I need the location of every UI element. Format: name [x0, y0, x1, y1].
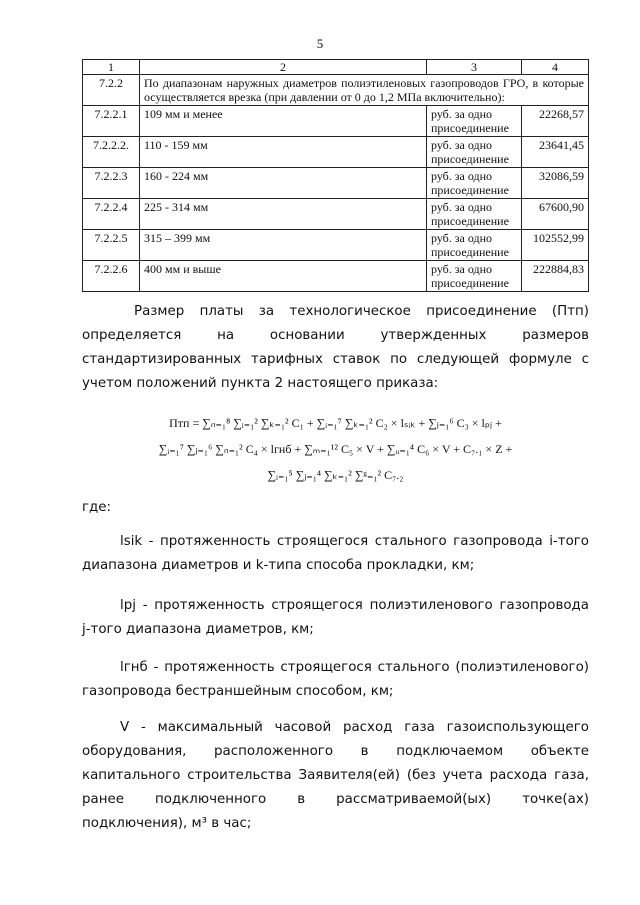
definition-lpj: [82, 594, 589, 642]
definition-lsik: [82, 530, 589, 578]
table-header-row: [83, 60, 589, 75]
formula-line: ∑ᵢ₌₁⁵ ∑ⱼ₌₁⁴ ∑ₖ₌₁² ∑ᵍ₌₁² C₇.₂: [267, 468, 404, 482]
where-label: где:: [82, 500, 112, 515]
row-range: 225 - 314 мм: [140, 199, 427, 230]
header-cell: 1: [83, 60, 140, 75]
row-range: 315 – 399 мм: [140, 230, 427, 261]
definition-text: - протяженность строящегося стального газопровода i-того диапазона диаметров и k-типа способа прокладки, км;: [82, 534, 589, 573]
table-section-row: [83, 75, 589, 106]
row-range: 160 - 224 мм: [140, 168, 427, 199]
row-value: 23641,45: [522, 137, 589, 168]
definition-symbol: V: [120, 720, 130, 735]
row-unit: руб. за одно присоединение: [427, 199, 522, 230]
table-row: [83, 106, 589, 137]
formula-line: Птп = ∑ₙ₌₁⁸ ∑ᵢ₌₁² ∑ₖ₌₁² C₁ + ∑ᵢ₌₁⁷ ∑ₖ₌₁² C₂ × lₛᵢₖ + ∑ⱼ₌₁⁶ C₃ × lₚⱼ +: [169, 416, 502, 430]
definition-v: [82, 716, 589, 836]
row-code: 7.2.2.1: [83, 106, 140, 137]
header-cell: 4: [522, 60, 589, 75]
table-row: [83, 137, 589, 168]
row-value: 32086,59: [522, 168, 589, 199]
tariff-table: [82, 59, 589, 292]
page-number: 5: [316, 36, 324, 51]
table-row: [83, 168, 589, 199]
row-code: 7.2.2.2.: [83, 137, 140, 168]
row-value: 102552,99: [522, 230, 589, 261]
definition-symbol: lsik: [120, 534, 143, 549]
row-code: 7.2.2.5: [83, 230, 140, 261]
definition-text: - максимальный часовой расход газа газоиспользующего оборудования, расположенного в подключаемом объекте капитального строительства Заявителя(ей) (без учета расхода газа, ранее подключенного в рассматриваемой(ых) точке(ах) подключения), м³ в час;: [82, 720, 589, 831]
row-unit: руб. за одно присоединение: [427, 137, 522, 168]
table-row: [83, 261, 589, 292]
row-code: 7.2.2.6: [83, 261, 140, 292]
row-value: 222884,83: [522, 261, 589, 292]
definition-symbol: lгнб: [120, 660, 148, 675]
row-range: 400 мм и выше: [140, 261, 427, 292]
definition-symbol: lpj: [120, 598, 136, 613]
formula: [82, 410, 589, 488]
definition-text: - протяженность строящегося стального (полиэтиленового) газопровода бестраншейным способом, км;: [82, 660, 589, 699]
row-unit: руб. за одно присоединение: [427, 230, 522, 261]
header-cell: 2: [140, 60, 427, 75]
row-code: 7.2.2.4: [83, 199, 140, 230]
formula-line: ∑ᵢ₌₁⁷ ∑ⱼ₌₁⁶ ∑ₙ₌₁² C₄ × lгнб + ∑ₘ₌₁¹² C₅ × V + ∑ᵤ₌₁⁴ C₆ × V + C₇.₁ × Z +: [158, 442, 513, 456]
table-row: [83, 230, 589, 261]
row-range: 110 - 159 мм: [140, 137, 427, 168]
row-value: 22268,57: [522, 106, 589, 137]
definition-text: - протяженность строящегося полиэтиленового газопровода j-того диапазона диаметров, км;: [82, 598, 590, 637]
row-range: 109 мм и менее: [140, 106, 427, 137]
definition-lgnb: [82, 656, 589, 704]
row-unit: руб. за одно присоединение: [427, 261, 522, 292]
row-code: 7.2.2.3: [83, 168, 140, 199]
row-unit: руб. за одно присоединение: [427, 168, 522, 199]
section-code: 7.2.2: [83, 75, 140, 106]
row-value: 67600,90: [522, 199, 589, 230]
table-row: [83, 199, 589, 230]
paragraph-fee-size: Размер платы за технологическое присоединение (Птп) определяется на основании утвержденных размеров стандартизированных тарифных ставок по следующей формуле с учетом положений пункта 2 настоящего приказа:: [82, 304, 589, 391]
section-text: По диапазонам наружных диаметров полиэтиленовых газопроводов ГРО, в которые осуществляется врезка (при давлении от 0 до 1,2 МПа включительно):: [140, 75, 589, 106]
row-unit: руб. за одно присоединение: [427, 106, 522, 137]
header-cell: 3: [427, 60, 522, 75]
